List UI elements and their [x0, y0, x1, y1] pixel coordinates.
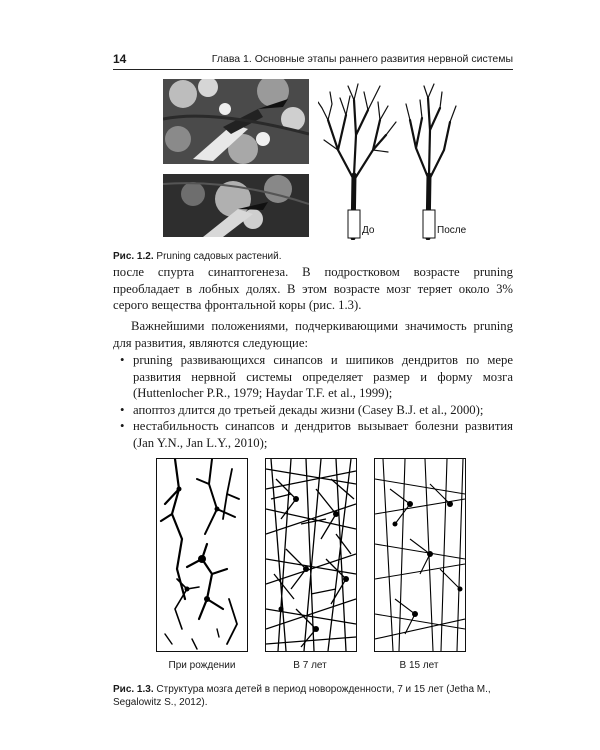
list-item-text: pruning развивающихся синапсов и шипиков дендритов по мере развития нервной системы определяет размер и форму мозга (Huttenlocher P.R., 1979; Haydar T.F. et al., 1999); [133, 353, 513, 400]
figure-1-2-caption [113, 250, 282, 263]
caption-text: Структура мозга детей в период новорожденности, 7 и 15 лет (Jetha M., Segalowitz S., 2012). [113, 684, 491, 708]
label-after: После [437, 225, 467, 236]
bullet-icon: • [120, 402, 125, 417]
pruning-photo-top [163, 79, 309, 164]
panel-label-15-years: В 15 лет [399, 660, 439, 671]
chapter-title: Глава 1. Основные этапы раннего развития нервной системы [211, 53, 513, 65]
caption-prefix: Рис. 1.3. [113, 684, 154, 695]
bullet-list [113, 352, 513, 451]
bullet-icon: • [120, 419, 125, 433]
header-rule [113, 69, 513, 70]
paragraph-1: после спурта синаптогенеза. В подростковом возрасте pruning преобладает в лобных долях. В этом возрасте мозг теряет около 3% серого вещества фронтальной коры (рис. 1.3). [113, 265, 513, 312]
panel-label-birth: При рождении [168, 660, 236, 671]
bullet-icon: • [120, 353, 125, 367]
tree-illustrations [318, 80, 484, 240]
neuron-panel-15-years [374, 458, 466, 652]
paragraph-2: Важнейшими положениями, подчеркивающими значимость pruning для развития, являются следующие: [113, 319, 513, 350]
caption-prefix: Рис. 1.2. [113, 251, 154, 262]
list-item-text: апоптоз длится до третьей декады жизни (Casey B.J. et al., 2000); [133, 402, 484, 417]
neuron-panel-7-years [265, 458, 357, 652]
label-before: До [362, 225, 375, 236]
pruning-photo-bottom [163, 174, 309, 237]
list-item [113, 402, 513, 419]
list-item-text: нестабильность синапсов и дендритов вызывает болезни развития (Jan Y.N., Jan L.Y., 2010); [133, 419, 513, 450]
neuron-panel-birth [156, 458, 248, 652]
list-item [113, 352, 513, 402]
panel-label-7-years: В 7 лет [293, 660, 327, 671]
figure-1-3-caption [113, 683, 513, 709]
caption-text: Pruning садовых растений. [153, 251, 282, 262]
page-number: 14 [113, 52, 127, 66]
list-item [113, 418, 513, 451]
